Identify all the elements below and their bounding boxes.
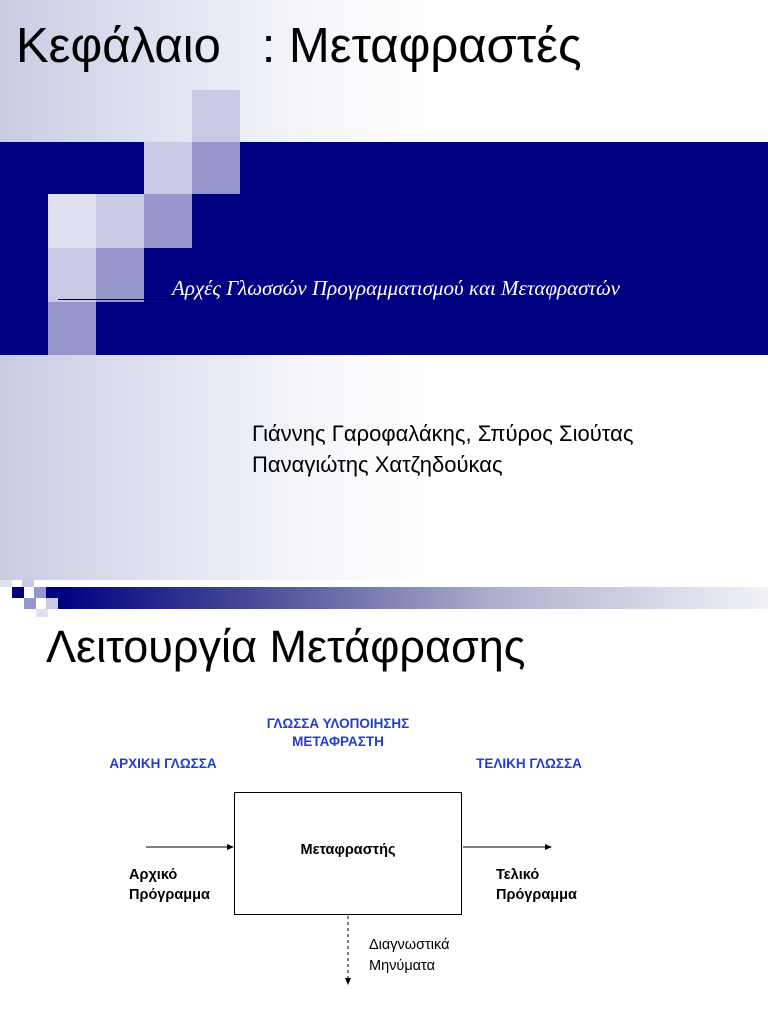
output-arrowhead — [545, 844, 552, 850]
implementation-language-label: ΓΛΩΣΣΑ ΥΛΟΠΟΙΗΣΗΣ ΜΕΤΑΦΡΑΣΤΗ — [266, 716, 410, 749]
target-program-label: Τελικό Πρόγραμμα — [496, 867, 577, 903]
authors — [252, 418, 633, 480]
author-line: Παναγιώτης Χατζηδούκας — [252, 452, 503, 477]
subtitle-rule — [58, 299, 173, 300]
diagram-arrows — [0, 580, 768, 1024]
deco-square — [192, 142, 240, 194]
deco-square — [192, 90, 240, 142]
compiler-label: Μεταφραστής — [300, 842, 396, 858]
deco-square — [48, 302, 96, 355]
source-language-label: ΑΡΧΙΚΗ ΓΛΩΣΣΑ — [109, 756, 217, 771]
slide-title: Κεφάλαιο : Μεταφραστές — [16, 19, 582, 73]
deco-square — [48, 248, 96, 302]
diagnostics-arrowhead — [345, 978, 351, 985]
deco-square — [48, 194, 96, 248]
deco-square — [144, 194, 192, 248]
input-arrowhead — [227, 844, 234, 850]
translation-slide — [0, 580, 768, 1024]
diagnostics-label: Διαγνωστικά Μηνύματα — [369, 937, 450, 974]
deco-square — [96, 194, 144, 248]
target-language-label: ΤΕΛΙΚΗ ΓΛΩΣΣΑ — [476, 756, 582, 771]
source-program-label: Αρχικό Πρόγραμμα — [129, 867, 210, 903]
slide-title: Λειτουργία Μετάφρασης — [46, 621, 526, 672]
slide-subtitle: Αρχές Γλωσσών Προγραμματισμού και Μεταφραστών — [172, 276, 620, 300]
author-line: Γιάννης Γαροφαλάκης, Σπύρος Σιούτας — [252, 421, 634, 446]
deco-square — [96, 248, 144, 302]
deco-square — [144, 142, 192, 194]
